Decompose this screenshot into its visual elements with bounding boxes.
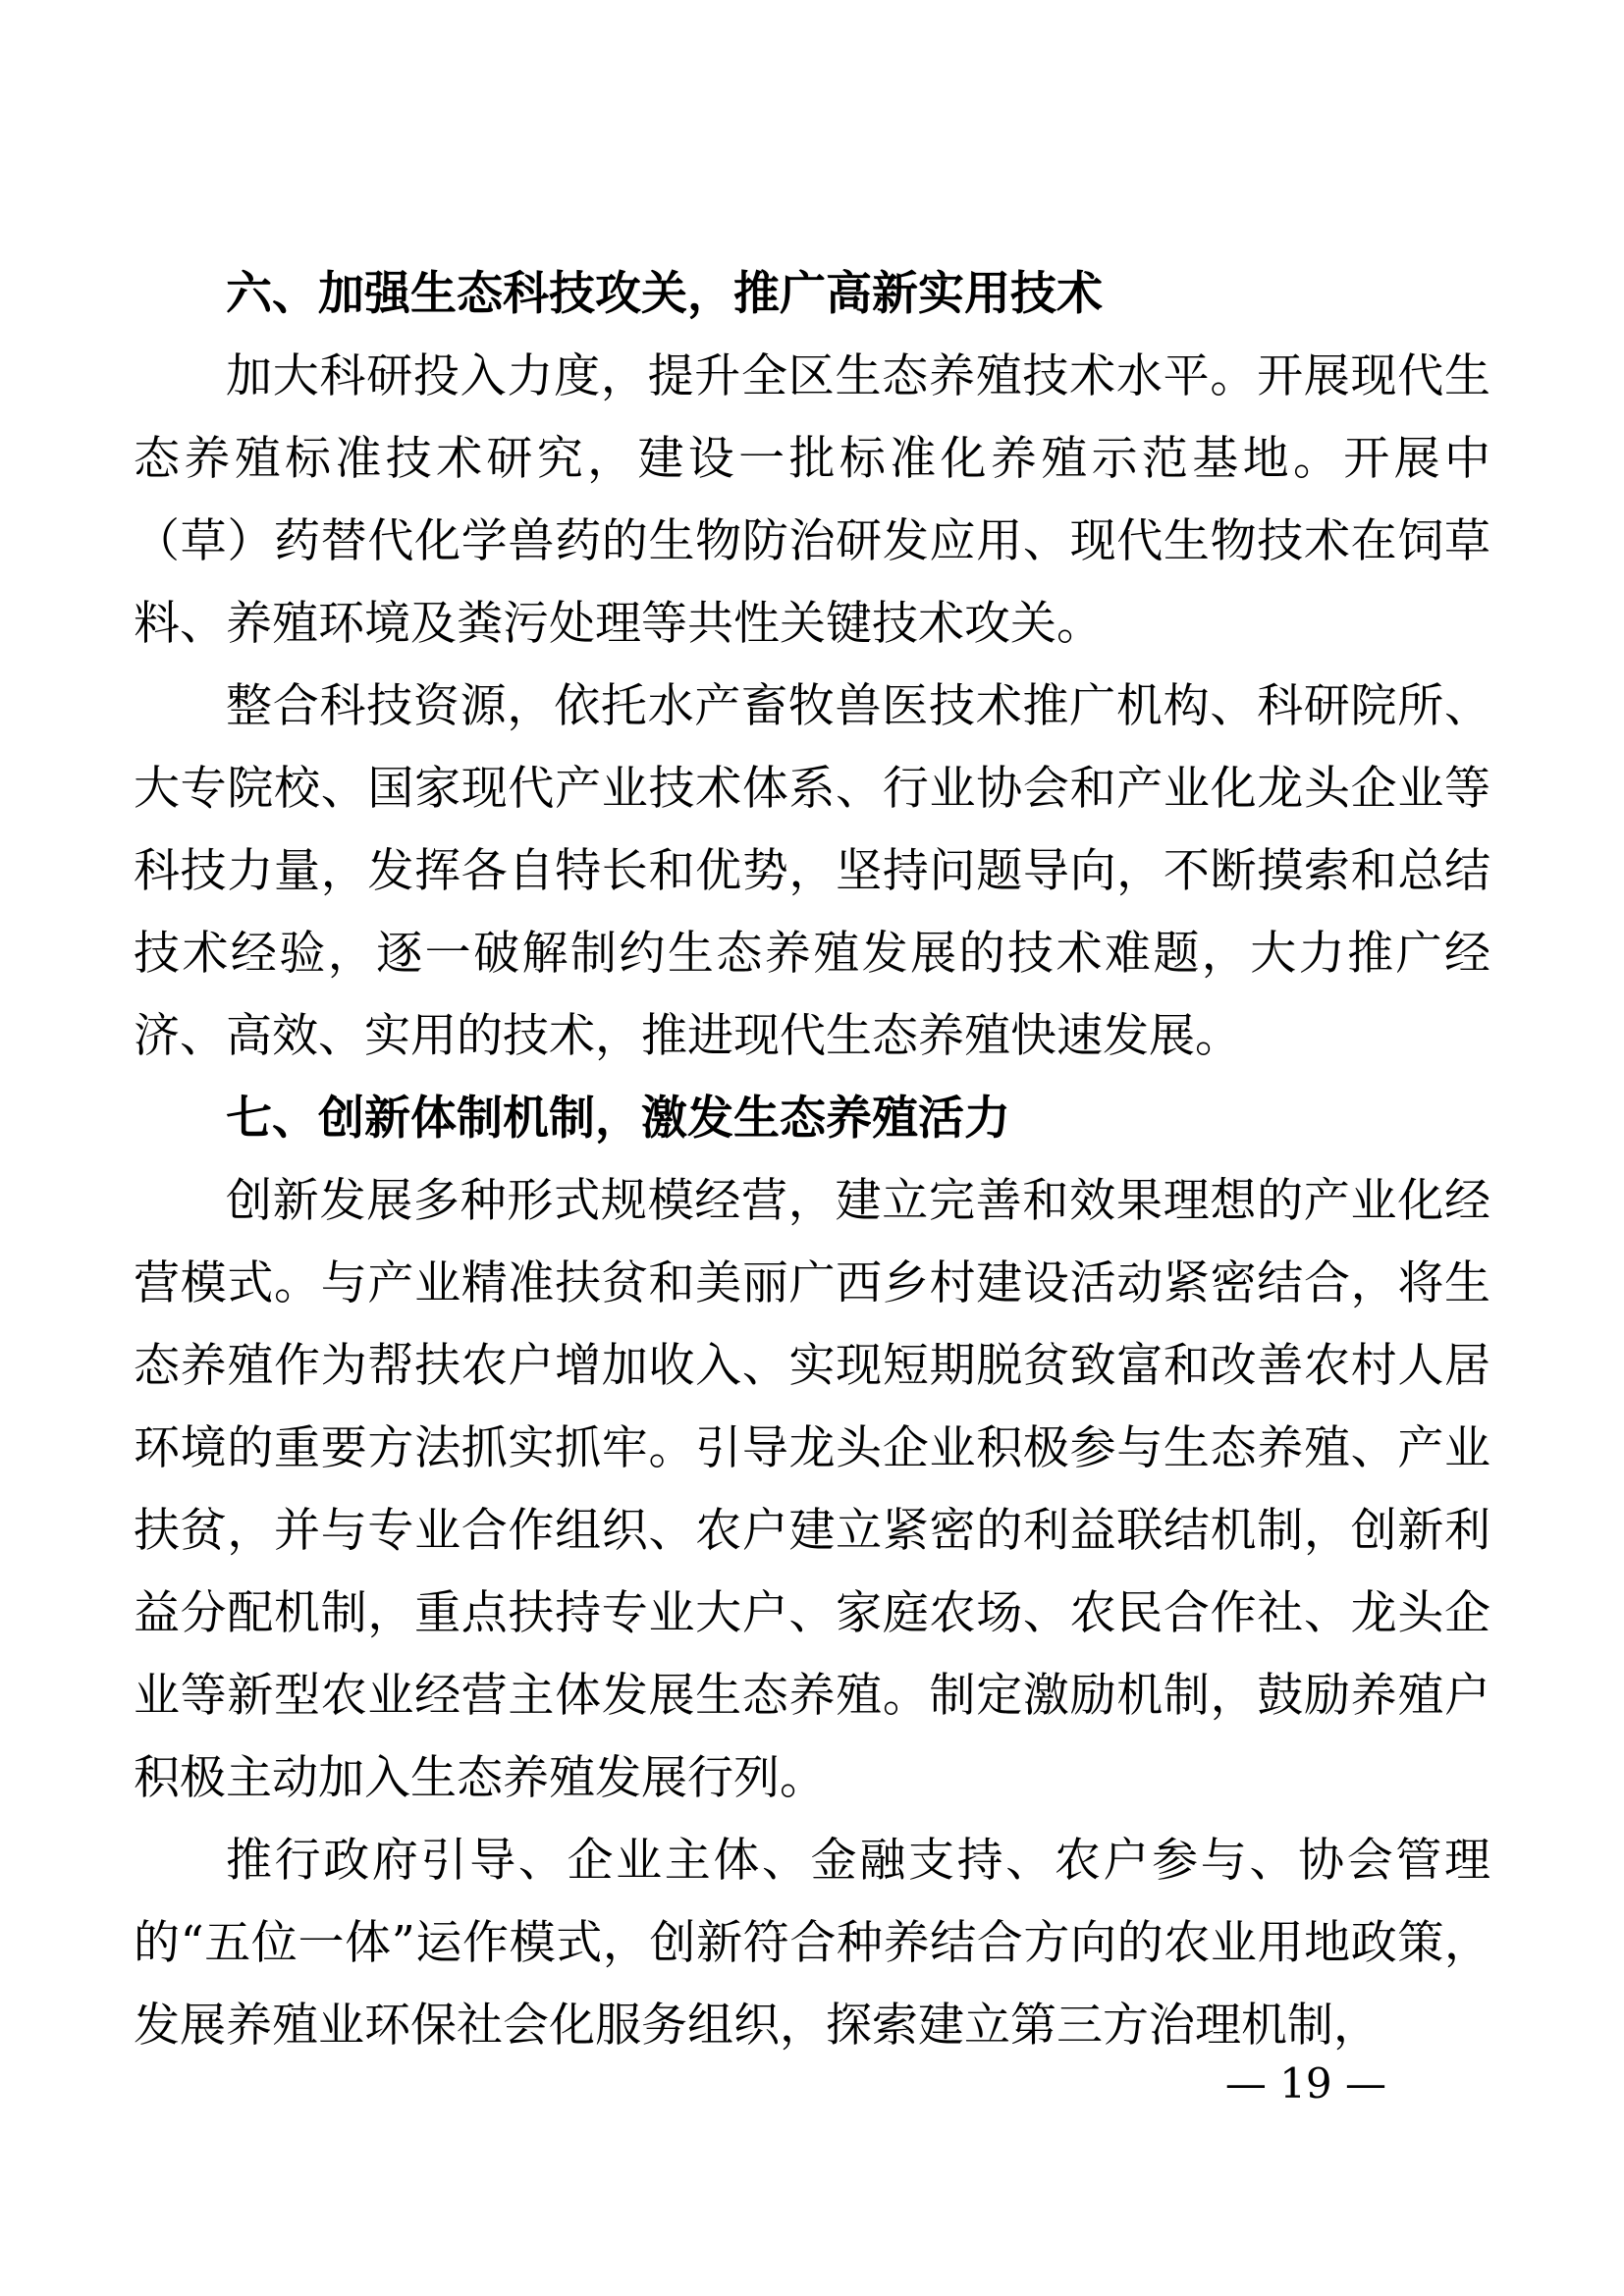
paragraph: 整合科技资源，依托水产畜牧兽医技术推广机构、科研院所、大专院校、国家现代产业技术体系、行业协会和产业化龙头企业等科技力量，发挥各自特长和优势，坚持问题导向，不断摸索和总结技术经验，逐一破解制约生态养殖发展的技术难题，大力推广经济、高效、实用的技术，推进现代生态养殖快速发展。 — [134, 679, 1490, 1063]
paragraph: 推行政府引导、企业主体、金融支持、农户参与、协会管理的“五位一体”运作模式，创新符合种养结合方向的农业用地政策，发展养殖业环保社会化服务组织，探索建立第三方治理机制， — [134, 1834, 1490, 2053]
paragraph: 创新发展多种形式规模经营，建立完善和效果理想的产业化经营模式。与产业精准扶贫和美丽广西乡村建设活动紧密结合，将生态养殖作为帮扶农户增加收入、实现短期脱贫致富和改善农村人居环境的重要方法抓实抓牢。引导龙头企业积极参与生态养殖、产业扶贫，并与专业合作组织、农户建立紧密的利益联结机制，创新利益分配机制，重点扶持专业大户、家庭农场、农民合作社、龙头企业等新型农业经营主体发展生态养殖。制定激励机制，鼓励养殖户积极主动加入生态养殖发展行列。 — [134, 1174, 1490, 1805]
section-heading-6: 六、加强生态科技攻关，推广高新实用技术 — [226, 267, 1103, 321]
document-body — [134, 253, 1490, 2067]
page-number: — 19 — — [1224, 2059, 1386, 2108]
section-heading-7: 七、创新体制机制，激发生态养殖活力 — [226, 1092, 1010, 1146]
paragraph: 加大科研投入力度，提升全区生态养殖技术水平。开展现代生态养殖标准技术研究，建设一批标准化养殖示范基地。开展中（草）药替代化学兽药的生物防治研发应用、现代生物技术在饲草料、养殖环境及粪污处理等共性关键技术攻关。 — [134, 349, 1490, 651]
